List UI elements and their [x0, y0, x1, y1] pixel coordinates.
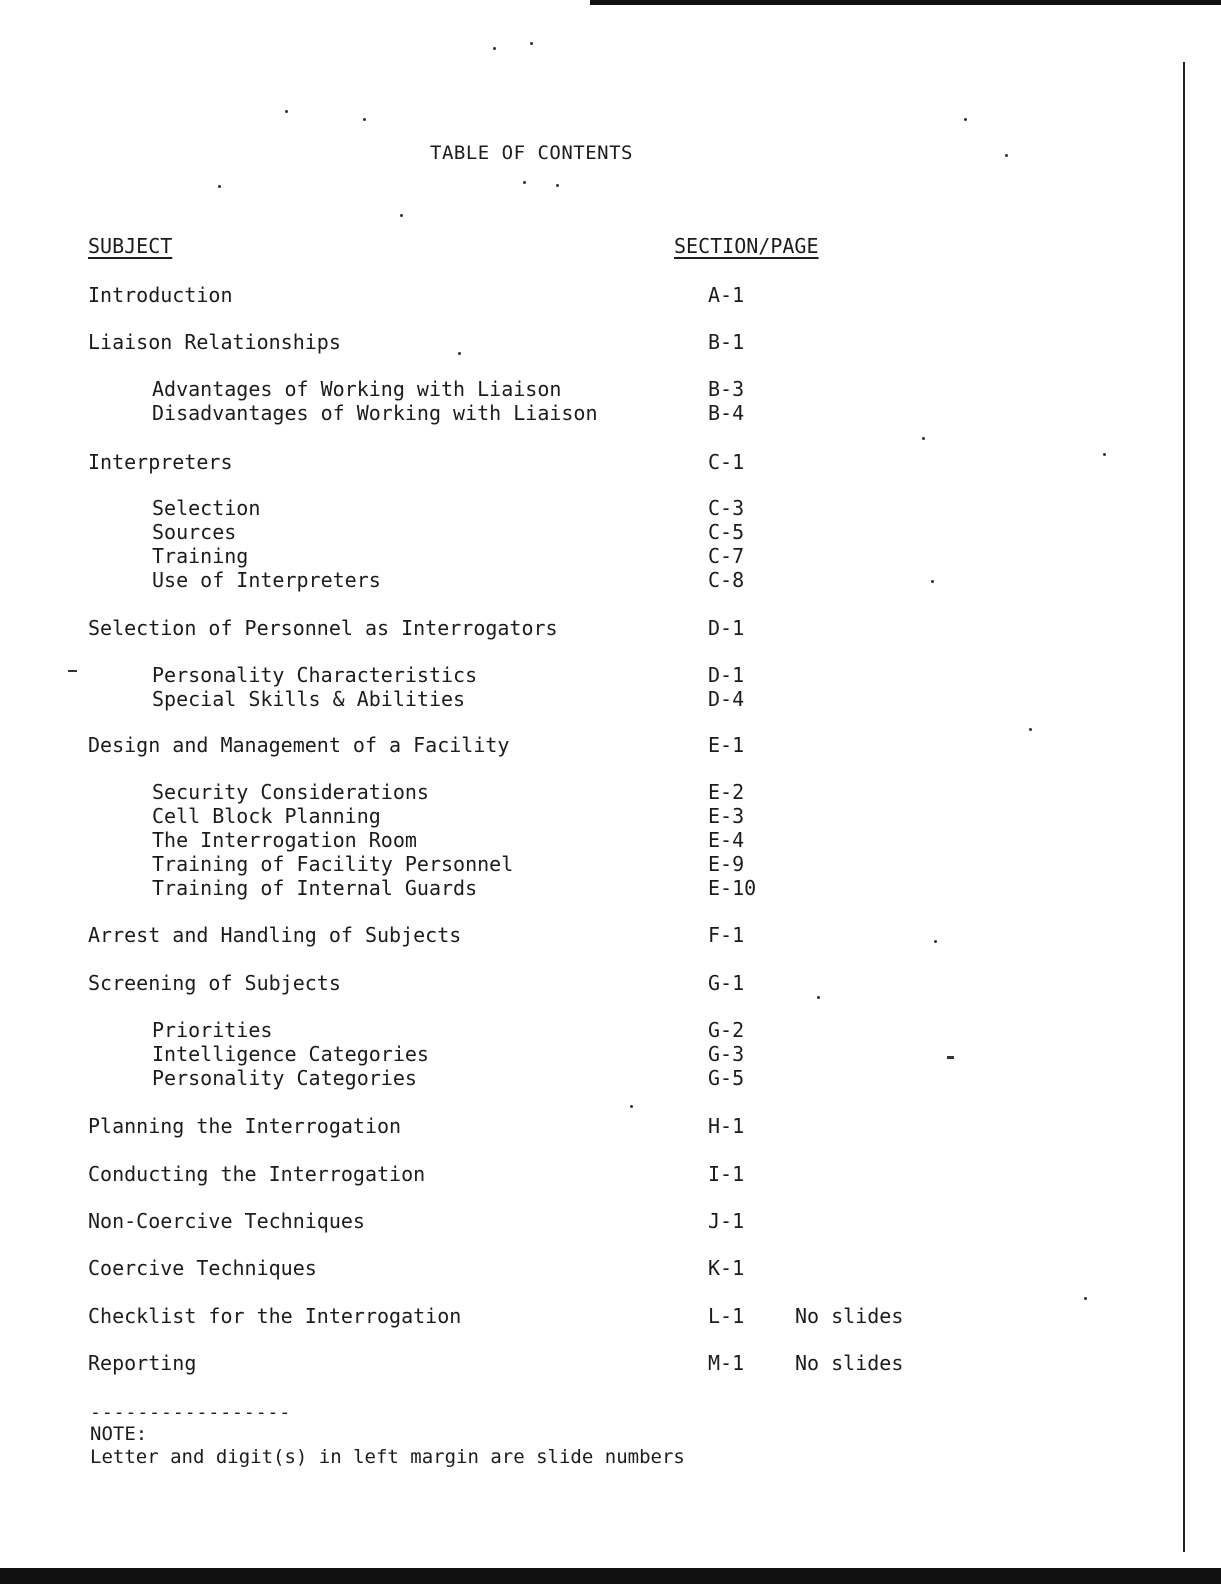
- toc-entry-remark: No slides: [795, 1304, 904, 1328]
- toc-entry-page: E-3: [708, 804, 745, 828]
- toc-entry-title: Interpreters: [88, 450, 233, 474]
- toc-entry-title: Checklist for the Interrogation: [88, 1304, 462, 1328]
- toc-entry-title: Design and Management of a Facility: [88, 733, 510, 757]
- toc-entry-page: E-9: [708, 852, 745, 876]
- scan-speck: [964, 118, 967, 121]
- page-title: TABLE OF CONTENTS: [430, 142, 633, 164]
- note-heading: NOTE:: [90, 1423, 148, 1445]
- scan-speck: [458, 352, 461, 355]
- toc-subentry-title: Priorities: [152, 1018, 273, 1042]
- toc-subentry-title: Training: [152, 544, 249, 568]
- scan-speck: [817, 996, 820, 999]
- note-text: Letter and digit(s) in left margin are slide numbers: [90, 1446, 685, 1468]
- toc-subentry-title: Advantages of Working with Liaison: [152, 377, 562, 401]
- scan-speck: [493, 47, 496, 50]
- toc-entry-page: K-1: [708, 1256, 745, 1280]
- scan-speck: [400, 214, 403, 217]
- toc-entry-page: C-3: [708, 496, 745, 520]
- toc-subentry-title: Intelligence Categories: [152, 1042, 429, 1066]
- toc-entry-page: E-2: [708, 780, 745, 804]
- toc-entry-page: H-1: [708, 1114, 745, 1138]
- scan-speck: [523, 181, 526, 184]
- scan-speck: [556, 184, 559, 187]
- toc-entry-page: E-1: [708, 733, 745, 757]
- toc-entry-title: Planning the Interrogation: [88, 1114, 402, 1138]
- scan-speck: [68, 670, 77, 672]
- toc-entry-page: G-5: [708, 1066, 745, 1090]
- toc-subentry-title: Cell Block Planning: [152, 804, 381, 828]
- scan-edge-right: [1183, 62, 1185, 1552]
- toc-entry-page: G-1: [708, 971, 745, 995]
- scan-speck: [1084, 1297, 1087, 1300]
- toc-subentry-title: Sources: [152, 520, 237, 544]
- scan-edge-bottom: [0, 1568, 1221, 1584]
- note-separator: -----------------: [90, 1402, 292, 1423]
- toc-entry-page: L-1: [708, 1304, 745, 1328]
- scan-speck: [363, 118, 366, 121]
- section-page-column-header: SECTION/PAGE: [674, 234, 819, 258]
- toc-entry-page: C-8: [708, 568, 745, 592]
- toc-entry-page: B-3: [708, 377, 745, 401]
- toc-entry-title: Conducting the Interrogation: [88, 1162, 426, 1186]
- toc-entry-title: Non-Coercive Techniques: [88, 1209, 365, 1233]
- scan-speck: [285, 110, 288, 113]
- toc-entry-page: G-2: [708, 1018, 745, 1042]
- toc-subentry-title: Training of Internal Guards: [152, 876, 478, 900]
- scan-speck: [931, 580, 934, 583]
- toc-entry-page: C-1: [708, 450, 745, 474]
- toc-subentry-title: Disadvantages of Working with Liaison: [152, 401, 598, 425]
- scan-speck: [1005, 154, 1008, 157]
- toc-entry-title: Introduction: [88, 283, 233, 307]
- scan-speck: [218, 185, 221, 188]
- toc-subentry-title: Personality Characteristics: [152, 663, 478, 687]
- scan-speck: [630, 1105, 633, 1108]
- toc-entry-page: D-4: [708, 687, 745, 711]
- toc-entry-remark: No slides: [795, 1351, 904, 1375]
- toc-entry-page: E-4: [708, 828, 745, 852]
- toc-entry-page: D-1: [708, 616, 745, 640]
- toc-entry-title: Arrest and Handling of Subjects: [88, 923, 462, 947]
- toc-entry-title: Liaison Relationships: [88, 330, 341, 354]
- toc-entry-page: G-3: [708, 1042, 745, 1066]
- toc-entry-page: C-5: [708, 520, 745, 544]
- scan-edge-top: [590, 0, 1221, 5]
- toc-subentry-title: Training of Facility Personnel: [152, 852, 514, 876]
- toc-entry-page: B-4: [708, 401, 745, 425]
- toc-subentry-title: The Interrogation Room: [152, 828, 417, 852]
- toc-entry-page: F-1: [708, 923, 745, 947]
- toc-entry-page: B-1: [708, 330, 745, 354]
- toc-entry-page: E-10: [708, 876, 757, 900]
- toc-entry-title: Screening of Subjects: [88, 971, 341, 995]
- toc-entry-title: Reporting: [88, 1351, 197, 1375]
- toc-entry-page: J-1: [708, 1209, 745, 1233]
- toc-entry-title: Coercive Techniques: [88, 1256, 317, 1280]
- scan-speck: [947, 1056, 954, 1059]
- scan-speck: [934, 940, 937, 943]
- toc-subentry-title: Security Considerations: [152, 780, 429, 804]
- toc-entry-title: Selection of Personnel as Interrogators: [88, 616, 558, 640]
- scan-speck: [922, 437, 925, 440]
- scan-speck: [1029, 728, 1032, 731]
- toc-subentry-title: Special Skills & Abilities: [152, 687, 466, 711]
- toc-subentry-title: Personality Categories: [152, 1066, 417, 1090]
- toc-entry-page: C-7: [708, 544, 745, 568]
- scan-speck: [530, 42, 533, 45]
- subject-column-header: SUBJECT: [88, 234, 173, 258]
- toc-entry-page: M-1: [708, 1351, 745, 1375]
- toc-subentry-title: Use of Interpreters: [152, 568, 381, 592]
- toc-entry-page: D-1: [708, 663, 745, 687]
- toc-entry-page: A-1: [708, 283, 745, 307]
- toc-entry-page: I-1: [708, 1162, 745, 1186]
- toc-subentry-title: Selection: [152, 496, 261, 520]
- scan-speck: [1103, 453, 1106, 456]
